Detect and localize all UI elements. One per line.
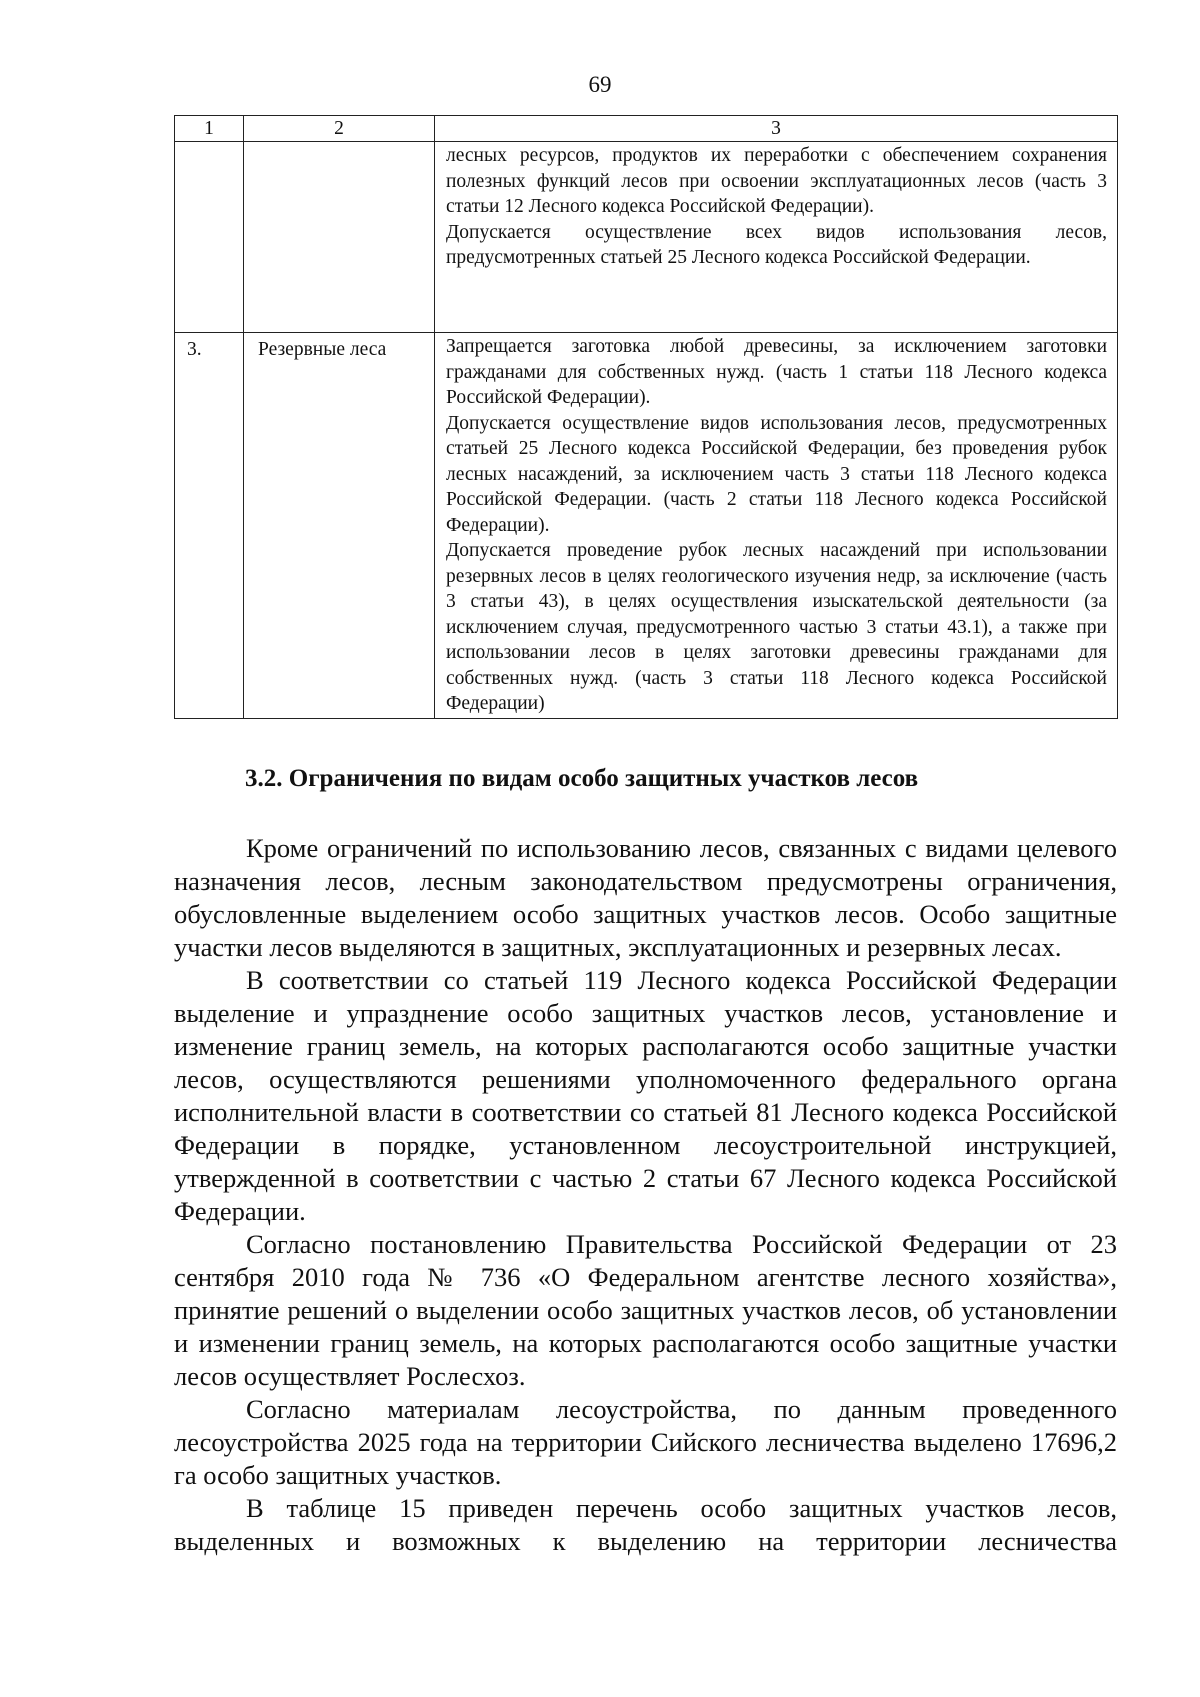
restriction-text-cell	[435, 333, 1118, 719]
section-heading: 3.2. Ограничения по видам особо защитных участков лесов	[245, 765, 919, 792]
body-paragraph: Согласно постановлению Правительства Российской Федерации от 23 сентября 2010 года № 736 «О Федеральном агентстве лесного хозяйства», принятие решений о выделении особо защитных участков лесов, об установлении и изменении границ земель, на которых располагаются особо защитные участки лесов осуществляет Рослесхоз.	[174, 1229, 1117, 1391]
table-header-cell: 2	[244, 116, 435, 142]
row-number-cell	[175, 142, 244, 333]
table-header-cell: 1	[175, 116, 244, 142]
body-paragraph: Согласно материалам лесоустройства, по данным проведенного лесоустройства 2025 года на территории Сийского лесничества выделено 17696,2 га особо защитных участков.	[174, 1394, 1117, 1490]
restriction-paragraph: Допускается осуществление видов использования лесов, предусмотренных статьей 25 Лесного кодекса Российской Федерации, без проведения рубок лесных насаждений, за исключением часть 3 статьи 118 Лесного кодекса Российской Федерации. (часть 2 статьи 118 Лесного кодекса Российской Федерации).	[446, 412, 1107, 536]
table-row	[175, 333, 1118, 719]
restriction-paragraph: Допускается проведение рубок лесных насаждений при использовании резервных лесов в целях геологического изучения недр, за исключение (часть 3 статьи 43), в целях осуществления изыскательской деятельности (за исключением случая, предусмотренного частью 3 статьи 43.1), а также при использовании лесов в целях заготовки древесины гражданами для собственных нужд. (часть 3 статьи 118 Лесного кодекса Российской Федерации)	[446, 540, 1107, 714]
body-paragraph: Кроме ограничений по использованию лесов, связанных с видами целевого назначения лесов, лесным законодательством предусмотрены ограничения, обусловленные выделением особо защитных участков лесов. Особо защитные участки лесов выделяются в защитных, эксплуатационных и резервных лесах.	[174, 833, 1117, 962]
forest-type-cell	[244, 142, 435, 333]
restriction-paragraph: Допускается осуществление всех видов использования лесов, предусмотренных статьей 25 Лесного кодекса Российской Федерации.	[446, 221, 1107, 268]
table-header-cell: 3	[435, 116, 1118, 142]
row-number-cell: 3.	[175, 333, 244, 719]
table-header-row	[175, 116, 1118, 142]
body-paragraph: В соответствии со статьей 119 Лесного кодекса Российской Федерации выделение и упразднение особо защитных участков лесов, установление и изменение границ земель, на которых располагаются особо защитные участки лесов, осуществляются решениями уполномоченного федерального органа исполнительной власти в соответствии со статьей 81 Лесного кодекса Российской Федерации в порядке, установленном лесоустроительной инструкцией, утвержденной в соответствии с частью 2 статьи 67 Лесного кодекса Российской Федерации.	[174, 965, 1117, 1226]
section-body	[174, 832, 1117, 1558]
restrictions-table	[174, 115, 1118, 719]
forest-type-cell: Резервные леса	[244, 333, 435, 719]
table-row	[175, 142, 1118, 333]
page-number: 69	[588, 72, 612, 97]
body-paragraph: В таблице 15 приведен перечень особо защитных участков лесов, выделенных и возможных к выделению на территории лесничества	[174, 1493, 1117, 1556]
restriction-paragraph: Запрещается заготовка любой древесины, за исключением заготовки гражданами для собственных нужд. (часть 1 статьи 118 Лесного кодекса Российской Федерации).	[446, 336, 1107, 408]
restriction-paragraph: лесных ресурсов, продуктов их переработки с обеспечением сохранения полезных функций лесов при освоении эксплуатационных лесов (часть 3 статьи 12 Лесного кодекса Российской Федерации).	[446, 145, 1107, 217]
restriction-text-cell	[435, 142, 1118, 333]
